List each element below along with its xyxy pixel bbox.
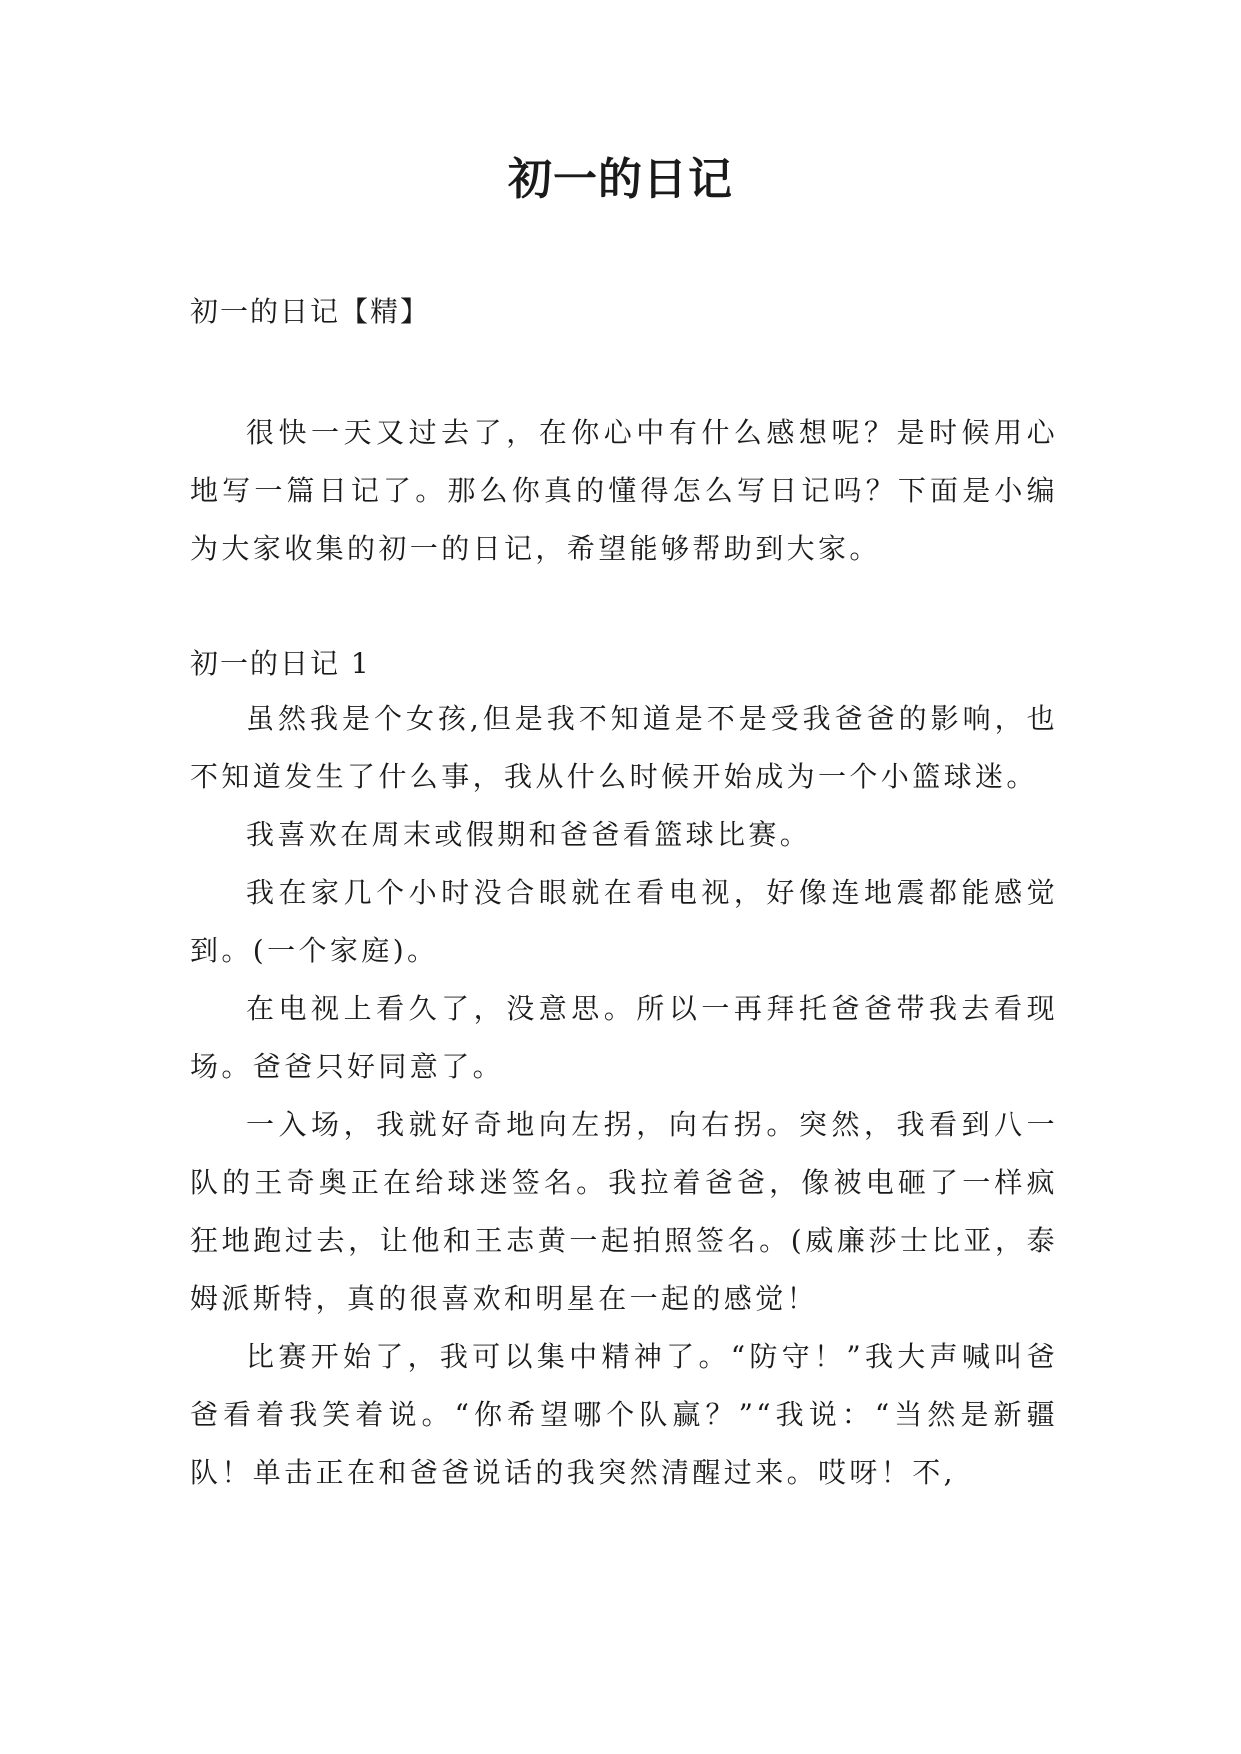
body-paragraph: 我喜欢在周末或假期和爸爸看篮球比赛。 bbox=[246, 818, 812, 851]
body-paragraph: 虽然我是个女孩,但是我不知道是不是受我爸爸的影响，也不知道发生了什么事，我从什么时候开始成为一个小篮球迷。 bbox=[190, 702, 1058, 793]
body-paragraph: 一入场，我就好奇地向左拐，向右拐。突然，我看到八一队的王奇奥正在给球迷签名。我拉着爸爸，像被电砸了一样疯狂地跑过去，让他和王志黄一起拍照签名。(威廉莎士比亚，泰姆派斯特，真的很喜欢和明星在一起的感觉！ bbox=[190, 1108, 1058, 1315]
section-body bbox=[190, 690, 1058, 1502]
document-title: 初一的日记 bbox=[508, 154, 733, 205]
section-heading: 初一的日记 1 bbox=[190, 647, 371, 680]
document-subtitle: 初一的日记【精】 bbox=[190, 295, 431, 328]
intro-paragraph: 很快一天又过去了，在你心中有什么感想呢？是时候用心地写一篇日记了。那么你真的懂得怎么写日记吗？下面是小编为大家收集的初一的日记，希望能够帮助到大家。 bbox=[190, 416, 1058, 565]
intro-section bbox=[190, 404, 1058, 578]
body-paragraph: 我在家几个小时没合眼就在看电视，好像连地震都能感觉到。(一个家庭)。 bbox=[190, 876, 1058, 967]
body-paragraph: 比赛开始了，我可以集中精神了。“防守！”我大声喊叫爸爸看着我笑着说。“你希望哪个队赢？”“我说：“当然是新疆队！单击正在和爸爸说话的我突然清醒过来。哎呀！不, bbox=[190, 1340, 1058, 1489]
body-paragraph: 在电视上看久了，没意思。所以一再拜托爸爸带我去看现场。爸爸只好同意了。 bbox=[190, 992, 1058, 1083]
